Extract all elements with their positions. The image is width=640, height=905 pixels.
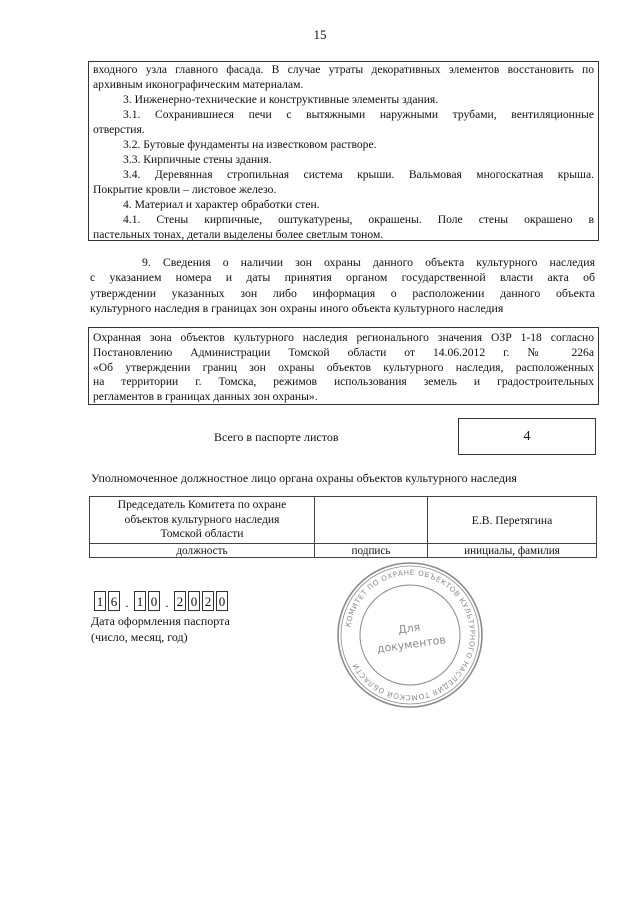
date-month-digit: 1 [134, 591, 146, 611]
svg-text:КОМИТЕТ ПО ОХРАНЕ ОБЪЕКТОВ КУЛ: КОМИТЕТ ПО ОХРАНЕ ОБЪЕКТОВ КУЛЬТУРНОГО НАСЛЕДИЯ ТОМСКОЙ ОБЛАСТИ [343, 567, 478, 703]
date-day-digit: 6 [108, 591, 120, 611]
position-line: Председатель Комитета по охране [117, 498, 287, 512]
signature-label: подпись [315, 544, 428, 558]
date-year-digit: 0 [216, 591, 228, 611]
page-number: 15 [313, 27, 327, 42]
authorized-official-heading: Уполномоченное должностное лицо органа охраны объектов культурного наследия [91, 471, 517, 485]
name-cell: Е.В. Перетягина [428, 497, 597, 544]
total-sheets-value: 4 [458, 418, 596, 455]
section-9-line: культурного наследия в границах зон охраны иного объекта культурного наследия [90, 300, 504, 315]
box1-line: 3.2. Бутовые фундаменты на известковом растворе. [123, 138, 377, 151]
date-separator: . [125, 595, 129, 610]
date-year-digit: 2 [174, 591, 186, 611]
date-year-digit: 2 [202, 591, 214, 611]
box1-line: 3. Инженерно-технические и конструктивные элементы здания. [123, 93, 439, 106]
section-9-line: с указанием номера и даты принятия органом государственной власти акта об [90, 270, 595, 285]
box1-line: входного узла главного фасада. В случае утраты декоративных элементов восстановить по [93, 63, 594, 76]
box2-line: «Об утверждении границ зон охраны объектов культурного наследия, расположенных [93, 360, 594, 374]
date-separator: . [165, 595, 169, 610]
position-label: должность [90, 544, 315, 558]
protection-zone-box [88, 327, 599, 405]
box1-line: архивным иконографическим материалам. [93, 78, 304, 91]
date-boxes [94, 589, 230, 611]
position-line: Томской области [160, 527, 244, 541]
svg-text:документов: документов [376, 633, 447, 656]
section-9-line: 9. Сведения о наличии зон охраны данного объекта культурного наследия [142, 255, 595, 269]
date-month-digit: 0 [148, 591, 160, 611]
svg-text:Для: Для [397, 620, 422, 637]
box2-line: регламентов в границах данных зон охраны». [93, 390, 318, 404]
box1-line: отверстия. [93, 123, 145, 136]
date-caption-line: Дата оформления паспорта [91, 614, 230, 628]
box2-line: Охранная зона объектов культурного наследия регионального значения ОЗР 1-18 согласно [93, 331, 594, 344]
position-cell [90, 497, 315, 544]
box2-line: Постановлению Администрации Томской области от 14.06.2012 г. № 226а [93, 345, 594, 359]
box1-line: 3.1. Сохранившиеся печи с вытяжными наружными трубами, вентиляционные [123, 108, 594, 121]
date-day-digit: 1 [94, 591, 106, 611]
position-line: объектов культурного наследия [124, 512, 280, 526]
box1-line: Покрытие кровли – листовое железо. [93, 183, 277, 196]
section-9-line: утверждении указанных зон либо информация о расположении данного объекта [90, 285, 595, 300]
official-stamp-icon [335, 560, 485, 710]
box1-line: 3.3. Кирпичные стены здания. [123, 153, 272, 166]
monument-subject-box [88, 61, 599, 241]
signature-cell [315, 497, 428, 544]
box2-line: на территории г. Томска, режимов использования земель и градостроительных [93, 375, 594, 389]
section-9-heading [90, 255, 595, 316]
date-caption [91, 614, 230, 645]
total-sheets-label: Всего в паспорте листов [214, 430, 339, 444]
date-caption-line: (число, месяц, год) [91, 629, 188, 644]
box1-line: 3.4. Деревянная стропильная система крыши. Вальмовая многоскатная крыша. [123, 168, 594, 181]
date-year-digit: 0 [188, 591, 200, 611]
box1-line: пастельных тонах, детали выделены более светлым тоном. [93, 228, 384, 241]
box1-line: 4.1. Стены кирпичные, оштукатурены, окрашены. Поле стены окрашено в [123, 213, 594, 226]
box1-line: 4. Материал и характер обработки стен. [123, 198, 320, 211]
name-label: инициалы, фамилия [428, 544, 597, 558]
signature-table [89, 496, 597, 558]
